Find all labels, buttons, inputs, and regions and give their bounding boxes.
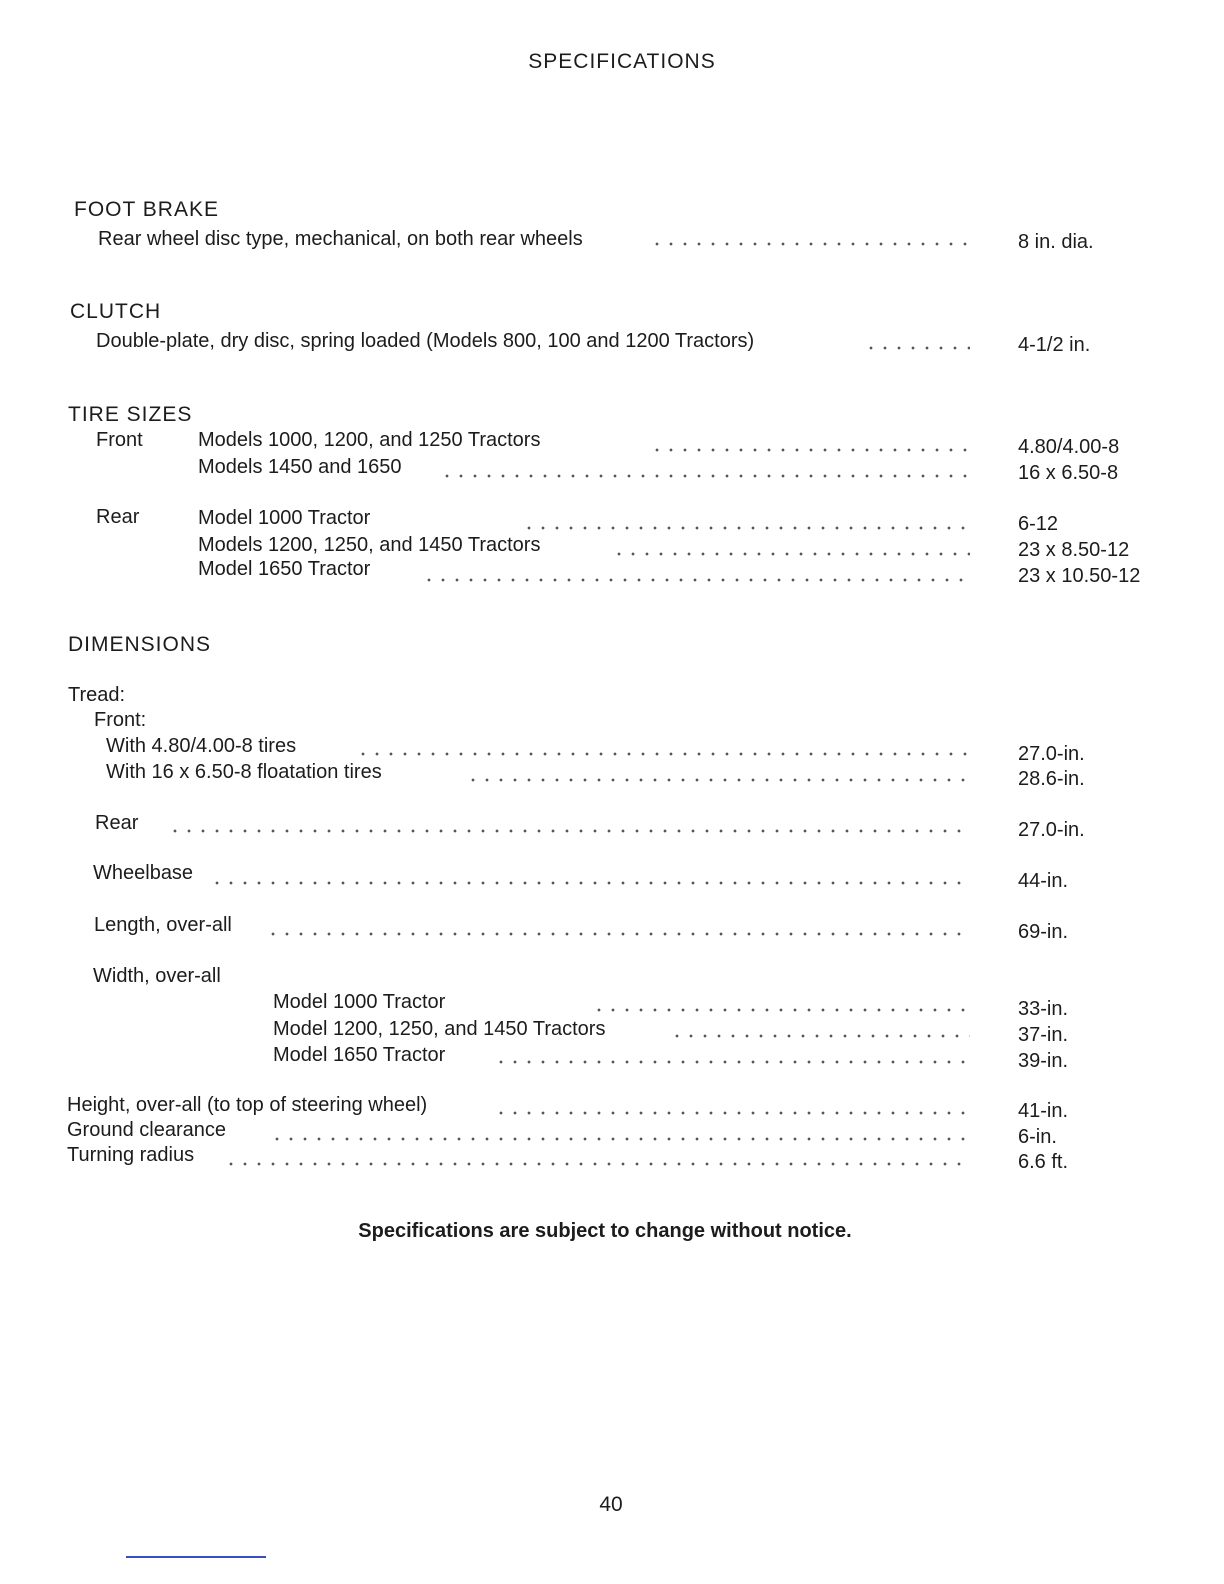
leader-dots [168, 829, 970, 833]
length-item: Length, over-all [94, 914, 232, 936]
wheelbase-item: Wheelbase [93, 862, 194, 884]
leader-dots [224, 1162, 970, 1166]
page-title: SPECIFICATIONS [528, 50, 716, 73]
leader-dots [612, 552, 970, 556]
tread-front-value: 27.0-in. [1018, 743, 1085, 765]
tire-front-item: Models 1000, 1200, and 1250 Tractors [198, 429, 541, 451]
tread-rear-value: 27.0-in. [1018, 819, 1085, 841]
tire-rear-label: Rear [96, 506, 140, 528]
width-item: Model 1000 Tractor [273, 991, 446, 1013]
leader-dots [650, 242, 970, 246]
width-label: Width, over-all [93, 965, 221, 987]
tread-front-value: 28.6-in. [1018, 768, 1085, 790]
leader-dots [650, 448, 970, 452]
foot-brake-value: 8 in. dia. [1018, 231, 1094, 253]
clutch-value: 4-1/2 in. [1018, 334, 1091, 356]
leader-dots [670, 1034, 970, 1038]
tire-sizes-heading: TIRE SIZES [68, 403, 193, 426]
width-value: 39-in. [1018, 1050, 1069, 1072]
tread-label: Tread: [68, 684, 126, 706]
leader-dots [270, 1137, 970, 1141]
width-value: 33-in. [1018, 998, 1069, 1020]
leader-dots [422, 578, 970, 582]
leader-dots [522, 526, 970, 530]
tire-front-value: 16 x 6.50-8 [1018, 462, 1119, 484]
tire-rear-value: 23 x 10.50-12 [1018, 565, 1141, 587]
leader-dots [266, 932, 970, 936]
tire-rear-item: Models 1200, 1250, and 1450 Tractors [198, 534, 541, 556]
length-value: 69-in. [1018, 921, 1069, 943]
foot-brake-heading: FOOT BRAKE [74, 198, 219, 221]
leader-dots [592, 1008, 970, 1012]
page-number: 40 [599, 1493, 623, 1516]
leader-dots [864, 346, 970, 350]
footer-rule [126, 1556, 266, 1558]
width-item: Model 1650 Tractor [273, 1044, 446, 1066]
tire-rear-value: 23 x 8.50-12 [1018, 539, 1130, 561]
turning-radius-item: Turning radius [67, 1144, 195, 1166]
tire-rear-item: Model 1000 Tractor [198, 507, 371, 529]
leader-dots [494, 1111, 970, 1115]
tire-rear-item: Model 1650 Tractor [198, 558, 371, 580]
tread-front-item: With 16 x 6.50-8 floatation tires [106, 761, 382, 783]
tire-front-item: Models 1450 and 1650 [198, 456, 402, 478]
ground-clearance-value: 6-in. [1018, 1126, 1057, 1148]
foot-brake-item: Rear wheel disc type, mechanical, on both rear wheels [98, 228, 583, 250]
height-value: 41-in. [1018, 1100, 1069, 1122]
tire-rear-value: 6-12 [1018, 513, 1059, 535]
leader-dots [356, 752, 970, 756]
clutch-heading: CLUTCH [70, 300, 162, 323]
tread-front-item: With 4.80/4.00-8 tires [106, 735, 297, 757]
leader-dots [210, 881, 970, 885]
width-value: 37-in. [1018, 1024, 1069, 1046]
dimensions-heading: DIMENSIONS [68, 633, 212, 656]
height-item: Height, over-all (to top of steering wheel) [67, 1094, 428, 1116]
ground-clearance-item: Ground clearance [67, 1119, 226, 1141]
leader-dots [440, 474, 970, 478]
width-item: Model 1200, 1250, and 1450 Tractors [273, 1018, 606, 1040]
clutch-item: Double-plate, dry disc, spring loaded (Models 800, 100 and 1200 Tractors) [96, 330, 755, 352]
turning-radius-value: 6.6 ft. [1018, 1151, 1069, 1173]
tread-rear-item: Rear [95, 812, 139, 834]
wheelbase-value: 44-in. [1018, 870, 1069, 892]
tire-front-value: 4.80/4.00-8 [1018, 436, 1120, 458]
tread-front-label: Front: [94, 709, 147, 731]
leader-dots [494, 1060, 970, 1064]
tire-front-label: Front [96, 429, 143, 451]
leader-dots [466, 778, 970, 782]
change-notice: Specifications are subject to change without notice. [358, 1220, 852, 1242]
